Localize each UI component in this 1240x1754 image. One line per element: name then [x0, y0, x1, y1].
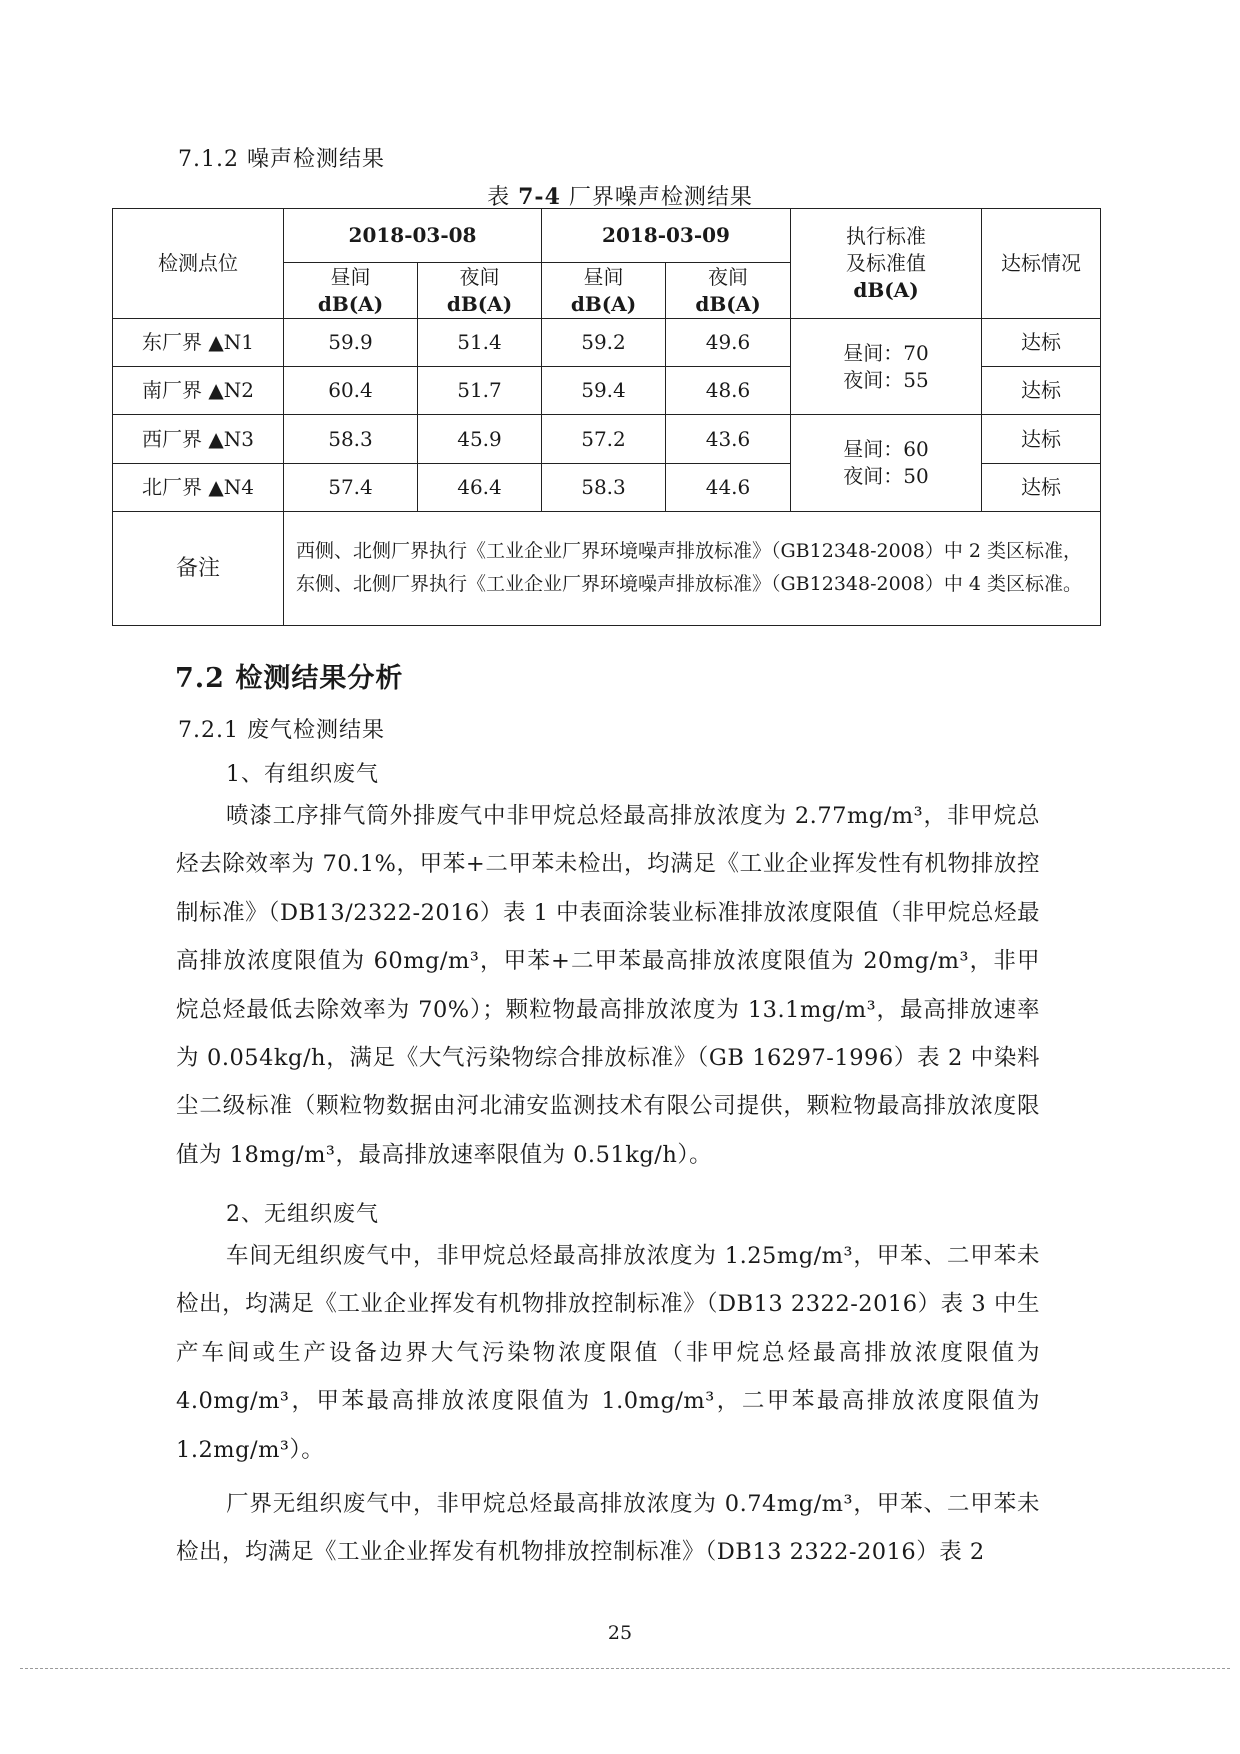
standard-group-1 [791, 319, 982, 415]
row-d2-night: 43.6 [666, 415, 791, 463]
table-caption-number: 7-4 [518, 184, 561, 210]
header-d2-night [666, 263, 791, 319]
header-status: 达标情况 [982, 209, 1101, 319]
header-standard-line1: 执行标准 [846, 224, 926, 249]
header-date-1: 2018-03-08 [284, 209, 542, 263]
header-standard-unit: dB(A) [853, 278, 919, 303]
row-d1-day: 60.4 [284, 367, 418, 415]
row-status: 达标 [982, 367, 1101, 415]
remark-text: 西侧、北侧厂界执行《工业企业厂界环境噪声排放标准》（GB12348-2008）中 2 类区标准，东侧、北侧厂界执行《工业企业厂界环境噪声排放标准》（GB12348-2008）中 4 类区标准。 [284, 511, 1101, 625]
row-d2-night: 48.6 [666, 367, 791, 415]
row-d1-night: 51.4 [418, 319, 542, 367]
section-heading-7-2-1: 7.2.1 废气检测结果 [178, 718, 385, 743]
header-d1-day [284, 263, 418, 319]
standard-group-2 [791, 415, 982, 511]
row-d1-day: 58.3 [284, 415, 418, 463]
item-organized-emissions: 1、有组织废气 [226, 762, 379, 787]
paragraph-organized-emissions: 喷漆工序排气筒外排废气中非甲烷总烃最高排放浓度为 2.77mg/m³，非甲烷总烃去除效率为 70.1%，甲苯+二甲苯未检出，均满足《工业企业挥发性有机物排放控制标准》（DB13/2322-2016）表 1 中表面涂装业标准排放浓度限值（非甲烷总烃最高排放浓度限值为 60mg/m³，甲苯+二甲苯最高排放浓度限值为 20mg/m³，非甲烷总烃最低去除效率为 70%）；颗粒物最高排放浓度为 13.1mg/m³，最高排放速率为 0.054kg/h，满足《大气污染物综合排放标准》（GB 16297-1996）表 2 中染料尘二级标准（颗粒物数据由河北浦安监测技术有限公司提供，颗粒物最高排放浓度限值为 18mg/m³，最高排放速率限值为 0.51kg/h）。 [176, 803, 1040, 1168]
header-unit: dB(A) [317, 291, 384, 316]
row-d2-day: 59.4 [542, 367, 666, 415]
header-night-label: 夜间 [459, 264, 500, 289]
row-d1-night: 45.9 [418, 415, 542, 463]
row-d1-day: 59.9 [284, 319, 418, 367]
header-day-label: 昼间 [583, 264, 624, 289]
row-status: 达标 [982, 319, 1101, 367]
header-d2-day [542, 263, 666, 319]
row-point: 西厂界 ▲N3 [113, 415, 284, 463]
section-heading-7-1-2: 7.1.2 噪声检测结果 [178, 147, 385, 172]
row-point: 南厂界 ▲N2 [113, 367, 284, 415]
header-day-label: 昼间 [330, 264, 371, 289]
row-d1-night: 46.4 [418, 463, 542, 511]
header-point: 检测点位 [113, 209, 284, 319]
row-point: 东厂界 ▲N1 [113, 319, 284, 367]
paragraph-workshop-fugitive: 车间无组织废气中，非甲烷总烃最高排放浓度为 1.25mg/m³，甲苯、二甲苯未检出，均满足《工业企业挥发有机物排放控制标准》（DB13 2322-2016）表 3 中生产车间或生产设备边界大气污染物浓度限值（非甲烷总烃最高排放浓度限值为 4.0mg/m³，甲苯最高排放浓度限值为 1.0mg/m³，二甲苯最高排放浓度限值为 1.2mg/m³）。 [176, 1243, 1040, 1463]
table-row [113, 319, 1101, 367]
standard-group-2-night: 夜间：50 [843, 464, 929, 489]
row-status: 达标 [982, 415, 1101, 463]
row-d2-day: 58.3 [542, 463, 666, 511]
row-d1-night: 51.7 [418, 367, 542, 415]
row-d1-day: 57.4 [284, 463, 418, 511]
row-d2-night: 44.6 [666, 463, 791, 511]
section-heading-7-2: 7.2 检测结果分析 [175, 663, 404, 694]
noise-results-table [112, 208, 1101, 626]
row-point: 北厂界 ▲N4 [113, 463, 284, 511]
row-status: 达标 [982, 463, 1101, 511]
table-caption-text: 厂界噪声检测结果 [568, 185, 753, 210]
standard-group-2-day: 昼间：60 [843, 437, 929, 462]
standard-group-1-night: 夜间：55 [843, 367, 929, 392]
table-row [113, 415, 1101, 463]
header-unit: dB(A) [695, 291, 761, 316]
header-unit: dB(A) [446, 291, 513, 316]
item-fugitive-emissions: 2、无组织废气 [226, 1202, 379, 1227]
header-date-2: 2018-03-09 [542, 209, 791, 263]
row-d2-day: 59.2 [542, 319, 666, 367]
row-d2-day: 57.2 [542, 415, 666, 463]
page-number: 25 [607, 1622, 633, 1644]
row-d2-night: 49.6 [666, 319, 791, 367]
header-standard [791, 209, 982, 319]
standard-group-1-day: 昼间：70 [843, 340, 929, 365]
table-caption [0, 180, 1240, 211]
remark-label: 备注 [113, 511, 284, 625]
header-standard-line2: 及标准值 [846, 251, 926, 276]
header-unit: dB(A) [570, 291, 637, 316]
paragraph-boundary-fugitive: 厂界无组织废气中，非甲烷总烃最高排放浓度为 0.74mg/m³，甲苯、二甲苯未检出，均满足《工业企业挥发有机物排放控制标准》（DB13 2322-2016）表 2 [176, 1491, 1040, 1566]
table-caption-prefix: 表 [487, 185, 511, 210]
footer-divider [20, 1668, 1230, 1669]
header-d1-night [418, 263, 542, 319]
header-night-label: 夜间 [708, 264, 748, 289]
